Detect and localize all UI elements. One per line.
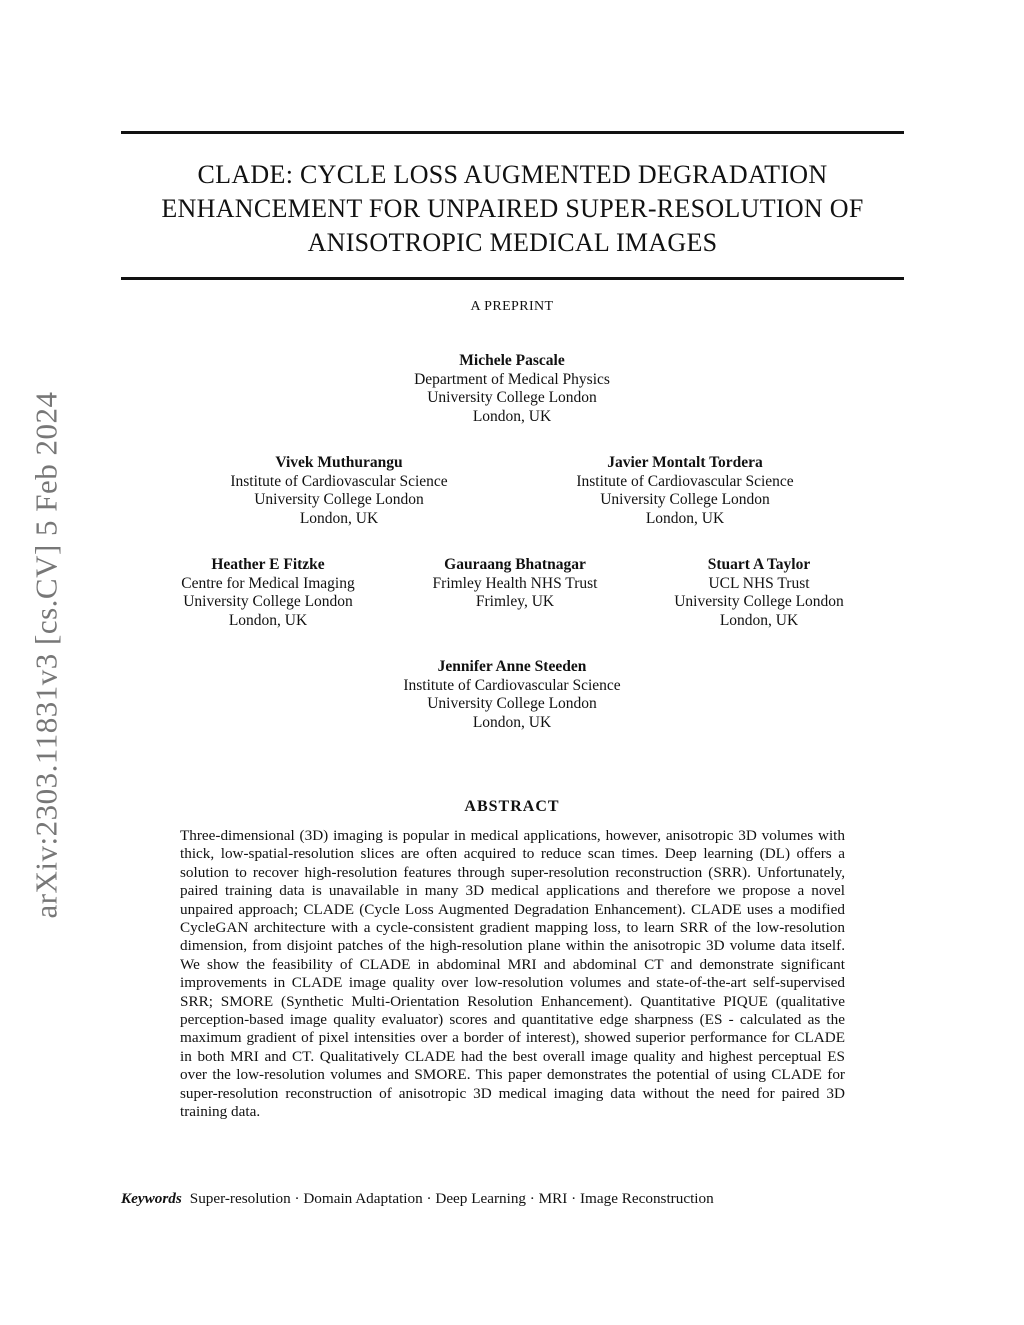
- author-affiliation: Frimley Health NHS Trust: [432, 574, 598, 592]
- author-name: Heather E Fitzke: [211, 556, 325, 573]
- author-affiliation: London, UK: [472, 407, 552, 425]
- author-affiliation: Frimley, UK: [475, 593, 555, 610]
- author-affiliation: London, UK: [472, 713, 552, 731]
- title-line-1: CLADE: CYCLE LOSS AUGMENTED DEGRADATION: [197, 160, 828, 189]
- title-rule-top: [121, 131, 904, 134]
- author-affiliation: University College London: [183, 593, 353, 610]
- paper-title: [121, 158, 904, 260]
- author-affiliation: London, UK: [299, 509, 379, 527]
- author-affiliation: University College London: [674, 593, 844, 610]
- keywords: [121, 1190, 904, 1208]
- abstract-heading: ABSTRACT: [464, 798, 560, 815]
- title-line-2: ENHANCEMENT FOR UNPAIRED SUPER-RESOLUTION OF: [161, 194, 864, 223]
- keywords-label: Keywords: [121, 1190, 182, 1207]
- author-name: Michele Pascale: [459, 352, 565, 369]
- author-block: [382, 352, 642, 426]
- author-name: Jennifer Anne Steeden: [437, 658, 587, 675]
- author-name: Stuart A Taylor: [707, 556, 811, 573]
- author-affiliation: London, UK: [719, 611, 799, 629]
- author-affiliation: Institute of Cardiovascular Science: [576, 472, 794, 490]
- author-affiliation: London, UK: [645, 509, 725, 527]
- author-affiliation: University College London: [254, 491, 424, 508]
- author-block: [555, 454, 815, 528]
- author-affiliation: Institute of Cardiovascular Science: [230, 472, 448, 490]
- author-affiliation: UCL NHS Trust: [708, 574, 810, 592]
- author-affiliation: London, UK: [228, 611, 308, 629]
- author-affiliation: University College London: [427, 695, 597, 712]
- author-affiliation: Institute of Cardiovascular Science: [403, 676, 621, 694]
- preprint-label: A PREPRINT: [470, 299, 554, 314]
- author-block: [209, 454, 469, 528]
- arxiv-stamp-text: arXiv:2303.11831v3 [cs.CV] 5 Feb 2024: [29, 391, 64, 919]
- author-block: [385, 556, 645, 612]
- title-rule-bottom: [121, 277, 904, 280]
- keywords-text: Super-resolution · Domain Adaptation · Deep Learning · MRI · Image Reconstruction: [189, 1190, 714, 1207]
- author-name: Javier Montalt Tordera: [607, 454, 763, 471]
- author-block: [629, 556, 889, 630]
- arxiv-stamp: [22, 360, 72, 950]
- author-affiliation: University College London: [600, 491, 770, 508]
- abstract-text: Three-dimensional (3D) imaging is popular in medical applications, however, anisotropic 3D volumes with thick, low-spatial-resolution slices are often acquired to reduce scan times. Deep learning (DL) offers a solution to recover high-resolution features through super-resolution reconstruction (SRR). Unfortunately, paired training data is unavailable in many 3D medical applications and therefore we propose a novel unpaired approach; CLADE (Cycle Loss Augmented Degradation Enhancement). CLADE uses a modified CycleGAN architecture with a cycle-consistent gradient mapping loss, to learn SRR of the low-resolution dimension, from disjoint patches of the high-resolution plane within the anisotropic 3D volume data itself. We show the feasibility of CLADE in abdominal MRI and abdominal CT and demonstrate significant improvements in CLADE image quality over low-resolution volumes and state-of-the-art self-supervised SRR; SMORE (Synthetic Multi-Orientation Resolution Enhancement). Quantitative PIQUE (qualitative perception-based image quality evaluator) scores and quantitative edge sharpness (ES - calculated as the maximum gradient of pixel intensities over a border of interest), showed superior performance for CLADE in both MRI and CT. Qualitatively CLADE had the best overall image quality and highest perceptual ES over the low-resolution volumes and SMORE. This paper demonstrates the potential of using CLADE for super-resolution reconstruction of anisotropic 3D medical imaging data without the need for paired 3D training data.: [180, 827, 845, 1121]
- author-block: [138, 556, 398, 630]
- author-name: Gauraang Bhatnagar: [444, 556, 586, 573]
- author-affiliation: Department of Medical Physics: [414, 370, 610, 388]
- author-name: Vivek Muthurangu: [275, 454, 403, 471]
- author-block: [382, 658, 642, 732]
- author-affiliation: University College London: [427, 389, 597, 406]
- title-line-3: ANISOTROPIC MEDICAL IMAGES: [307, 228, 718, 257]
- author-affiliation: Centre for Medical Imaging: [181, 574, 355, 592]
